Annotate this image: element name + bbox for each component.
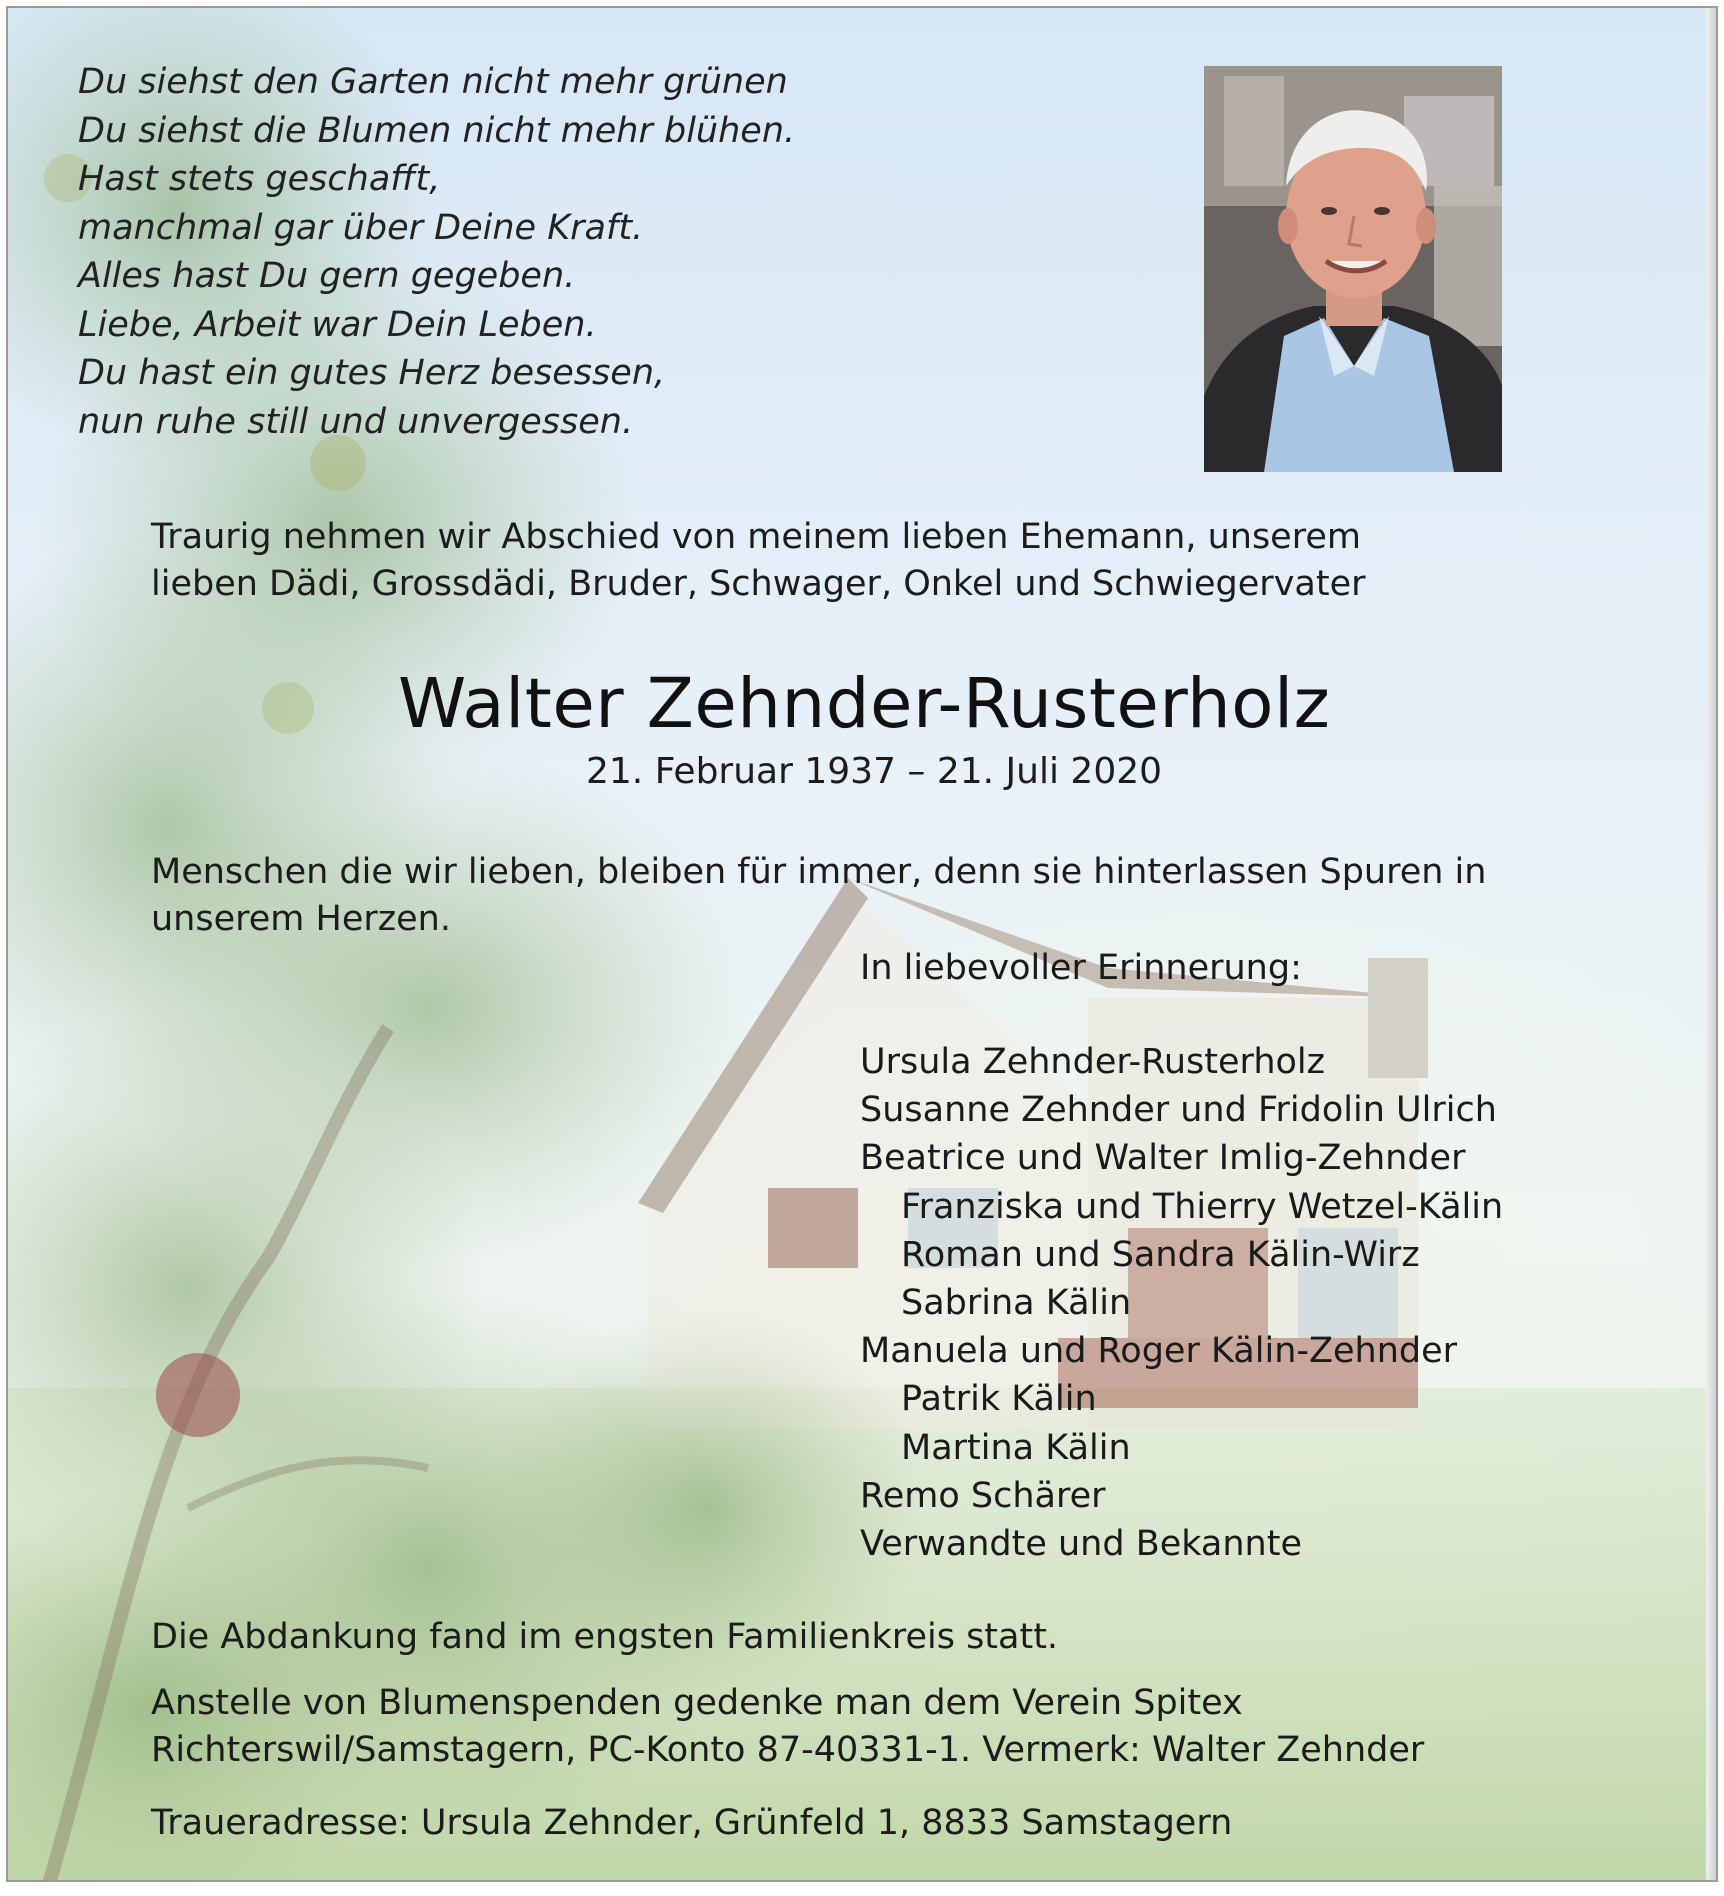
donation-line: Anstelle von Blumenspenden gedenke man dem Verein Spitex — [151, 1683, 1243, 1723]
portrait-photo — [1204, 66, 1502, 472]
mourners-list — [860, 1038, 1503, 1568]
life-dates: 21. Februar 1937 – 21. Juli 2020 — [586, 751, 1163, 792]
mourner-name: Ursula Zehnder-Rusterholz — [860, 1042, 1326, 1082]
mourner-name: Verwandte und Bekannte — [860, 1524, 1302, 1565]
quote-line: Menschen die wir lieben, bleiben für immer, denn sie hinterlassen Spuren in — [151, 852, 1487, 892]
mourner-name: Roman und Sandra Kälin-Wirz — [901, 1234, 1420, 1275]
remembrance-label: In liebevoller Erinnerung: — [860, 948, 1302, 988]
poem-line: Du siehst den Garten nicht mehr grünen — [78, 62, 788, 102]
donation-note — [151, 1680, 1424, 1774]
funeral-note: Die Abdankung fand im engsten Familienkreis statt. — [151, 1617, 1059, 1657]
deceased-name: Walter Zehnder-Rusterholz — [398, 664, 1331, 744]
mourner-name: Patrik Kälin — [901, 1379, 1097, 1420]
poem-line: Liebe, Arbeit war Dein Leben. — [78, 304, 597, 345]
mourner-name: Sabrina Kälin — [901, 1283, 1132, 1324]
obituary-notice — [6, 6, 1718, 1882]
poem-line: nun ruhe still und unvergessen. — [78, 401, 634, 442]
mourner-name: Martina Kälin — [901, 1427, 1131, 1468]
intro-line: lieben Dädi, Grossdädi, Bruder, Schwager, Onkel und Schwiegervater — [151, 564, 1366, 604]
mourner-name: Beatrice und Walter Imlig-Zehnder — [860, 1138, 1466, 1179]
farewell-intro — [151, 514, 1366, 608]
poem-line: manchmal gar über Deine Kraft. — [78, 207, 644, 248]
mourner-name: Franziska und Thierry Wetzel-Kälin — [901, 1186, 1504, 1227]
poem-line: Hast stets geschafft, — [78, 159, 441, 199]
mourner-name: Susanne Zehnder und Fridolin Ulrich — [860, 1090, 1497, 1131]
quote-line: unserem Herzen. — [151, 899, 451, 939]
mourner-name: Remo Schärer — [860, 1475, 1106, 1516]
donation-line: Richterswil/Samstagern, PC-Konto 87-40331-1. Vermerk: Walter Zehnder — [151, 1730, 1425, 1770]
memorial-quote — [151, 849, 1486, 943]
poem-line: Du siehst die Blumen nicht mehr blühen. — [78, 110, 796, 151]
intro-line: Traurig nehmen wir Abschied von meinem lieben Ehemann, unserem — [151, 517, 1361, 557]
mourning-address: Traueradresse: Ursula Zehnder, Grünfeld 1, 8833 Samstagern — [151, 1803, 1233, 1843]
mourner-name: Manuela und Roger Kälin-Zehnder — [860, 1331, 1458, 1372]
memorial-poem — [78, 58, 795, 446]
poem-line: Du hast ein gutes Herz besessen, — [78, 353, 666, 393]
poem-line: Alles hast Du gern gegeben. — [78, 256, 576, 296]
